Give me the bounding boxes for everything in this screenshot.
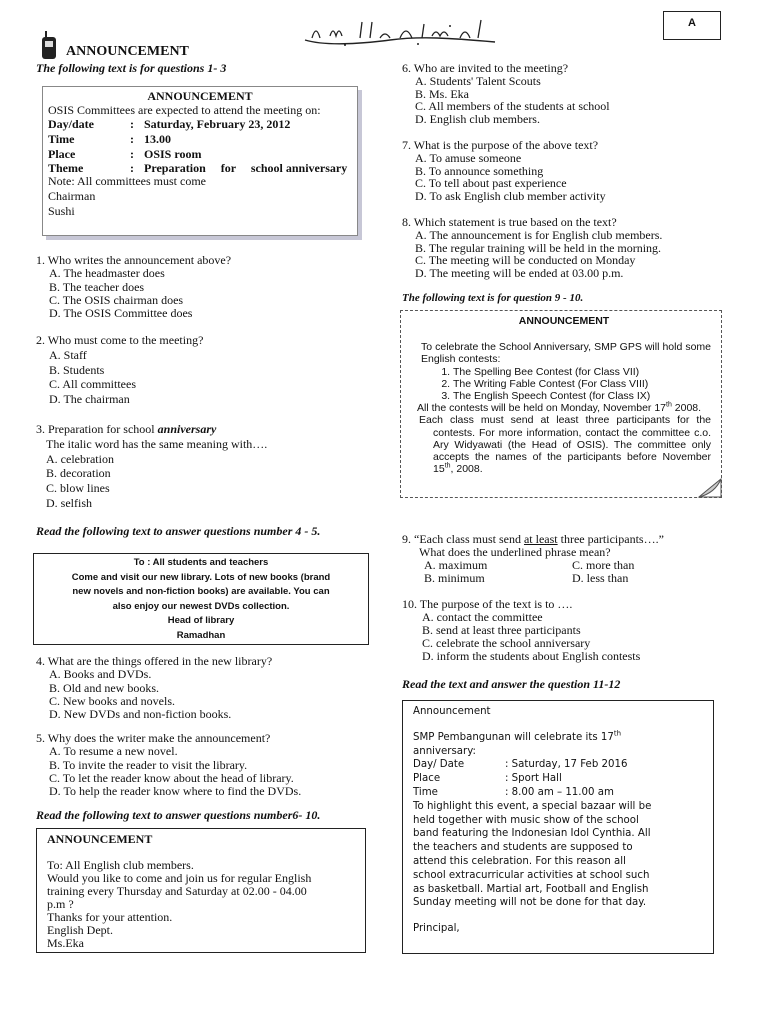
question-stem: 9. “Each class must send: [402, 532, 524, 546]
box3-title: ANNOUNCEMENT: [47, 832, 153, 846]
box1-value: OSIS room: [144, 146, 202, 161]
box3-line: p.m ?: [47, 897, 74, 911]
box5-body: as basketball. Martial art, Football and English: [413, 883, 649, 895]
answer-option: B. decoration: [46, 466, 111, 481]
box1-title: ANNOUNCEMENT: [147, 89, 253, 103]
box4-title: ANNOUNCEMENT: [518, 315, 610, 327]
box1-intro: OSIS Committees are expected to attend the meeting on:: [48, 103, 321, 117]
question-9: 9. “Each class must send at least three participants….” What does the underlined phrase mean? A. maximum C. more than B. minimum D. less than: [402, 533, 722, 585]
box2-line: Ramadhan: [176, 629, 226, 641]
question-8: [402, 216, 662, 280]
box5-value: : Saturday, 17 Feb 2016: [505, 759, 628, 771]
box1-sign: Chairman: [48, 189, 96, 203]
answer-option: C. All members of the students at school: [415, 99, 610, 114]
contest-item: 1. The Spelling Bee Contest (for Class VII): [453, 366, 711, 378]
box5-body: Sunday meeting will not be done for that day.: [413, 897, 647, 909]
version-box: [663, 11, 721, 40]
question-stem: 6. Who are invited to the meeting?: [402, 61, 569, 75]
answer-option: A. maximum: [424, 558, 488, 572]
underlined-phrase: at least: [523, 532, 558, 546]
box2-line: To : All students and teachers: [133, 557, 269, 568]
bismillah-calligraphy-icon: [300, 16, 500, 50]
box1-sign: Sushi: [48, 204, 75, 218]
question-5: [36, 732, 301, 798]
answer-option: D. selfish: [46, 495, 92, 510]
box5-line: anniversary:: [413, 745, 476, 757]
answer-option: C. To tell about past experience: [415, 176, 567, 191]
box5-key: Day/ Date: [413, 759, 465, 771]
question-4: [36, 655, 272, 721]
box1-key: Day/date: [48, 116, 94, 131]
box4-para: Each class must send at least three participants for the contests. For more information, contact the committee c.o. Ary Widyawati (the Head of OSIS). The committee only accepts the names of the participants before November 15th, 2008.: [419, 414, 711, 476]
answer-option: D. English club members.: [415, 112, 540, 127]
box1-key: Theme: [48, 160, 84, 175]
box5-line: SMP Pembangunan will celebrate its 17: [413, 731, 614, 743]
answer-option: A. Students' Talent Scouts: [415, 73, 541, 88]
section4-intro: The following text is for question 9 - 10.: [402, 292, 584, 304]
answer-option: B. The teacher does: [49, 279, 145, 294]
answer-option: D. inform the students about English contests: [422, 649, 641, 663]
announcement-box-4: [400, 310, 722, 498]
question-stem: 10. The purpose of the text is to ….: [402, 597, 573, 611]
answer-option: B. The regular training will be held in the morning.: [415, 240, 662, 255]
contest-list: [417, 366, 711, 403]
box3-line: To: All English club members.: [47, 858, 194, 872]
answer-option: A. The announcement is for English club members.: [415, 227, 663, 242]
answer-option: C. The meeting will be conducted on Monday: [415, 253, 636, 268]
section5-intro: Read the text and answer the question 11-12: [402, 677, 621, 691]
answer-option: C. New books and novels.: [49, 693, 175, 708]
box5-title: Announcement: [413, 706, 491, 717]
box4-para: All the contests will be held on Monday, November 17th 2008.: [417, 401, 702, 415]
answer-option: A. contact the committee: [422, 610, 543, 624]
box1-value: Saturday, February 23, 2012: [144, 116, 291, 131]
answer-option: D. New DVDs and non-fiction books.: [49, 707, 232, 722]
italic-word: anniversary: [157, 422, 217, 436]
section2-intro: Read the following text to answer questions number 4 - 5.: [36, 524, 321, 538]
question-stem: 4. What are the things offered in the new library?: [36, 654, 273, 668]
section1-intro: The following text is for questions 1- 3: [36, 61, 227, 75]
answer-option: D. less than: [572, 571, 629, 585]
answer-option: D. The OSIS Committee does: [49, 306, 193, 321]
box2-line: also enjoy our newest DVDs collection.: [112, 600, 290, 612]
answer-option: D. The meeting will be ended at 03.00 p.m.: [415, 266, 624, 281]
answer-option: C. To let the reader know about the head of library.: [49, 770, 294, 785]
box1-note: Note: All committees must come: [48, 174, 206, 188]
answer-option: D. To ask English club member activity: [415, 189, 606, 204]
answer-option: B. Old and new books.: [49, 680, 159, 695]
answer-option: B. minimum: [424, 571, 485, 585]
box1-value: Preparation for school anniversary: [144, 160, 348, 175]
box5-body: band featuring the Indonesian Idol Cynthia. All: [413, 828, 651, 840]
box5-sign: Principal,: [413, 923, 460, 935]
box2-line: new novels and non-fiction books) are available. You can: [72, 586, 330, 597]
question-2: [36, 333, 203, 407]
contest-item: 2. The Writing Fable Contest (For Class VIII): [453, 378, 711, 390]
question-stem: 1. Who writes the announcement above?: [36, 253, 232, 267]
box5-key: Place: [413, 773, 441, 785]
box4-intro: To celebrate the School Anniversary, SMP GPS will hold some English contests:: [421, 341, 711, 366]
answer-option: C. celebrate the school anniversary: [422, 636, 591, 650]
announcement-box-3: [36, 828, 366, 953]
box3-line: training every Thursday and Saturday at 02.00 - 04.00: [47, 884, 307, 898]
answer-option: B. Students: [49, 362, 105, 377]
announcement-box-2: [33, 553, 369, 645]
question-1: [36, 254, 231, 320]
answer-option: A. To amuse someone: [415, 150, 522, 165]
box5-body: school extracurricular activities at school such: [413, 869, 650, 881]
page-title: ANNOUNCEMENT: [66, 44, 189, 59]
question-stem: What does the underlined phrase mean?: [419, 545, 611, 559]
contest-item: 3. The English Speech Contest (for Class IX): [453, 390, 711, 402]
box5-body: the teachers and students are supposed to: [413, 842, 633, 854]
answer-option: C. The OSIS chairman does: [49, 292, 184, 307]
box1-key: Place: [48, 146, 76, 161]
answer-option: D. To help the reader know where to find the DVDs.: [49, 784, 302, 799]
box1-key: Time: [48, 131, 75, 146]
question-stem: 5. Why does the writer make the announcement?: [36, 731, 271, 745]
box5-body: held together with music show of the school: [413, 814, 639, 826]
answer-option: A. To resume a new novel.: [49, 744, 178, 759]
answer-option: B. To invite the reader to visit the library.: [49, 757, 248, 772]
announcement-box-1: ANNOUNCEMENT OSIS Committees are expected to attend the meeting on: Day/date : Saturday, February 23, 2012 Time : 13.00 Place : OSIS room Theme : Preparation for school anniversary Note: All committees must come Chairman Sushi: [42, 86, 358, 236]
box3-line: Thanks for your attention.: [47, 910, 173, 924]
question-7: [402, 139, 606, 203]
answer-option: C. All committees: [49, 377, 136, 392]
answer-option: A. celebration: [46, 451, 114, 466]
question-stem: 8. Which statement is true based on the text?: [402, 215, 617, 229]
box5-value: : Sport Hall: [505, 773, 562, 785]
answer-option: A. Books and DVDs.: [49, 667, 152, 682]
box3-line: Would you like to come and join us for regular English: [47, 871, 312, 885]
answer-option: B. To announce something: [415, 163, 544, 178]
box3-line: Ms.Eka: [47, 936, 84, 950]
question-stem: 2. Who must come to the meeting?: [36, 333, 204, 347]
question-stem: The italic word has the same meaning with….: [46, 436, 268, 451]
question-10: [402, 598, 640, 663]
box5-value: : 8.00 am – 11.00 am: [505, 786, 614, 798]
box1-value: 13.00: [144, 131, 171, 146]
answer-option: B. Ms. Eka: [415, 86, 469, 101]
question-stem: 7. What is the purpose of the above text?: [402, 138, 599, 152]
question-6: [402, 62, 610, 126]
version-label: A: [688, 17, 696, 29]
section3-intro: Read the following text to answer questions number6- 10.: [36, 808, 321, 822]
box2-line: Come and visit our new library. Lots of new books (brand: [71, 571, 331, 583]
box5-body: To highlight this event, a special bazaar will be: [413, 800, 652, 812]
answer-option: C. blow lines: [46, 481, 110, 496]
answer-option: D. The chairman: [49, 392, 130, 407]
announcement-box-5: Announcement SMP Pembangunan will celebrate its 17th anniversary: Day/ Date : Saturday, 17 Feb 2016 Place : Sport Hall Time : 8.00 am – 11.00 am To highlight this event, a special bazaar will be held together with music show of the school band featuring the Indonesian Idol Cynthia. All the teachers and students are supposed to attend this celebration. For this reason all school extracurricular activities at school such as basketball. Martial art, Football and English Sunday meeting will not be done for that day. Principal,: [402, 700, 714, 954]
answer-option: C. more than: [572, 558, 635, 572]
answer-option: A. The headmaster does: [49, 266, 165, 281]
answer-option: A. Staff: [49, 347, 87, 362]
box3-line: English Dept.: [47, 923, 113, 937]
question-stem: 3. Preparation for school: [36, 422, 158, 436]
answer-option: B. send at least three participants: [422, 623, 581, 637]
page-curl-icon: [697, 477, 723, 499]
question-3: [36, 422, 267, 511]
box5-key: Time: [413, 786, 438, 798]
phone-icon: [42, 37, 56, 59]
box5-body: attend this celebration. For this reason all: [413, 855, 626, 867]
box2-line: Head of library: [167, 615, 235, 626]
